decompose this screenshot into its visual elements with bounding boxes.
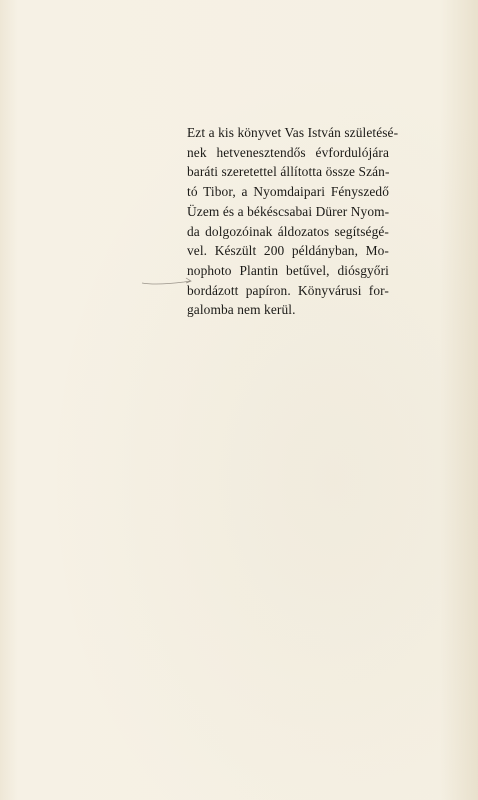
colophon-line: tó Tibor, a Nyomdaipari Fényszedő	[187, 184, 389, 200]
colophon-line: vel. Készült 200 példányban, Mo-	[187, 243, 389, 259]
colophon-text	[187, 123, 399, 320]
colophon-line: nophoto Plantin betűvel, diósgyőri	[187, 262, 389, 278]
colophon-line: Ezt a kis könyvet Vas István születésé-	[187, 125, 399, 140]
colophon-line: baráti szeretettel állította össze Szán-	[187, 164, 390, 180]
colophon-line: galomba nem kerül.	[187, 302, 296, 318]
colophon-line: da dolgozóinak áldozatos segítségé-	[187, 223, 389, 239]
colophon-line: nek hetvenesztendős évfordulójára	[187, 144, 389, 160]
colophon-line: Üzem és a békéscsabai Dürer Nyom-	[187, 203, 390, 219]
colophon-line: bordázott papíron. Könyvárusi for-	[187, 282, 389, 298]
